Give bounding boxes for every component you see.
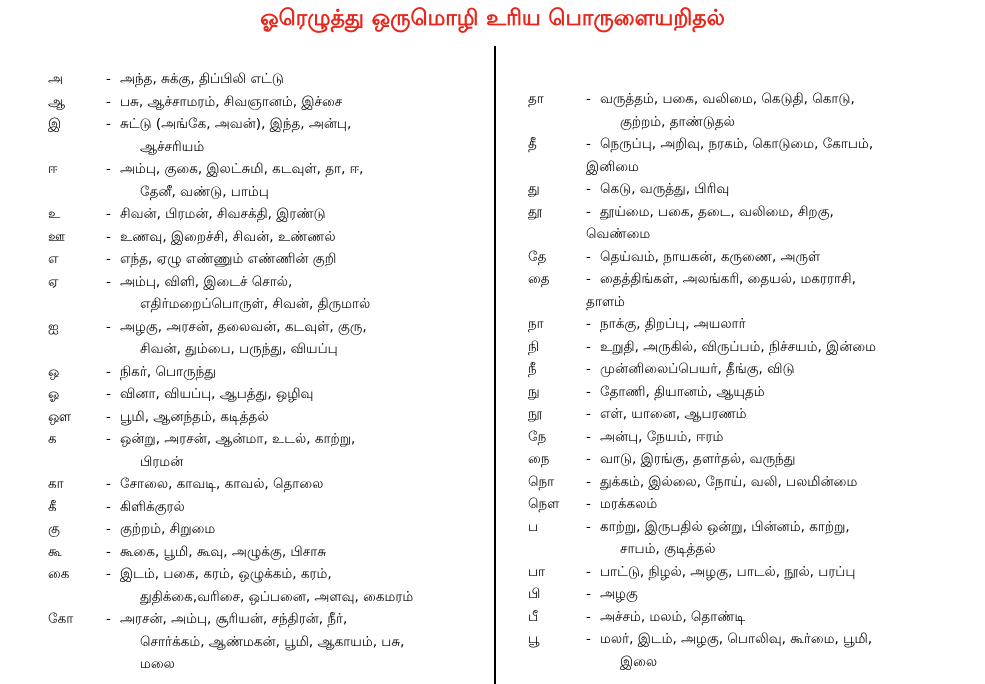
- meaning-line: தைத்திங்கள், அலங்கரி, தையல், மகரராசி,: [600, 271, 856, 287]
- entry-meaning: [120, 473, 478, 496]
- entry-meaning: [600, 381, 968, 404]
- right-entry: [528, 246, 968, 269]
- entry-term: இ: [48, 116, 62, 132]
- entry-dash: -: [106, 566, 111, 582]
- entry-meaning: [120, 541, 478, 564]
- right-entry: [528, 178, 968, 201]
- meaning-line: இலை: [620, 653, 658, 670]
- left-entry: [48, 68, 478, 91]
- entry-dash: -: [586, 496, 591, 512]
- right-entry: [528, 628, 968, 673]
- right-entry: [528, 493, 968, 516]
- left-entry: [48, 113, 478, 158]
- entry-meaning: [600, 336, 968, 359]
- entry-meaning: [586, 201, 968, 246]
- entry-term: க: [48, 431, 57, 447]
- meaning-line: தோணி, தியானம், ஆயுதம்: [600, 383, 765, 400]
- entry-meaning: [600, 583, 968, 606]
- right-entry: [528, 448, 968, 471]
- entry-dash: -: [586, 451, 591, 467]
- entry-term: ஆ: [48, 93, 66, 110]
- entry-term: தா: [528, 91, 544, 107]
- entry-dash: -: [106, 228, 111, 245]
- meaning-line: பசு, ஆச்சாமரம், சிவஞானம், இச்சை: [120, 93, 343, 110]
- entry-term: ஏ: [48, 273, 59, 290]
- meaning-line: கிளிக்குரல்: [120, 498, 185, 515]
- right-entry: [528, 471, 968, 494]
- entry-meaning: [120, 203, 478, 226]
- entry-term: நொ: [528, 473, 555, 490]
- entry-term: நௌ: [528, 496, 560, 512]
- entry-dash: -: [586, 271, 591, 287]
- entry-meaning: [120, 91, 478, 114]
- meaning-line: கெடு, வருத்து, பிரிவு: [600, 181, 730, 197]
- meaning-line: பிரமன்: [140, 453, 184, 470]
- entry-term: நூ: [528, 406, 543, 422]
- meaning-line: கூகை, பூமி, கூவு, அழுக்கு, பிசாசு: [120, 543, 327, 560]
- entry-term: நீ: [528, 361, 537, 377]
- right-entry: [528, 426, 968, 449]
- entry-dash: -: [586, 136, 591, 152]
- entry-meaning: [120, 271, 478, 316]
- entry-meaning: [600, 88, 968, 133]
- meaning-line: அரசன், அம்பு, சூரியன், சந்திரன், நீர்,: [120, 611, 348, 627]
- meaning-line: பூமி, ஆனந்தம், கடித்தல்: [120, 408, 269, 425]
- meaning-line: சுட்டு (அங்கே, அவன்), இந்த, அன்பு,: [120, 116, 352, 132]
- left-entry: [48, 518, 478, 541]
- entry-meaning: [120, 248, 478, 271]
- right-entry: [528, 201, 968, 246]
- entry-term: ஓ: [48, 386, 60, 402]
- meaning-line: எந்த, ஏழு எண்ணும் எண்ணின் குறி: [120, 251, 337, 267]
- entry-term: ஔ: [48, 408, 72, 425]
- entry-term: தீ: [528, 136, 537, 152]
- entry-meaning: [600, 246, 968, 269]
- entry-dash: -: [586, 518, 591, 535]
- entry-dash: -: [106, 521, 111, 537]
- entry-dash: -: [106, 251, 111, 267]
- meaning-line: துக்கம், இல்லை, நோய், வலி, பலமின்மை: [600, 473, 858, 490]
- left-entry: [48, 541, 478, 564]
- entry-term: தூ: [528, 203, 543, 220]
- meaning-line: உறுதி, அருகில், விருப்பம், நிச்சயம், இன்மை: [600, 338, 876, 355]
- entry-term: து: [528, 181, 540, 197]
- entry-meaning: [120, 68, 478, 91]
- entry-term: கீ: [48, 498, 57, 515]
- meaning-line: நாக்கு, திறப்பு, அயலார்: [600, 316, 746, 332]
- meaning-line: இடம், பகை, கரம், ஒழுக்கம், கரம்,: [120, 566, 332, 582]
- entry-dash: -: [106, 71, 111, 87]
- meaning-line: சாபம், குடித்தல்: [620, 541, 716, 557]
- entry-term: தை: [528, 271, 550, 287]
- right-entry: [528, 313, 968, 336]
- entry-meaning: [600, 493, 968, 516]
- meaning-line: அம்பு, விளி, இடைச் சொல்,: [120, 273, 293, 290]
- entry-dash: -: [106, 93, 111, 110]
- meaning-line: வருத்தம், பகை, வலிமை, கெடுதி, கொடு,: [600, 91, 855, 107]
- entry-dash: -: [586, 338, 591, 355]
- entry-meaning: [120, 383, 478, 406]
- entry-dash: -: [106, 611, 111, 627]
- entry-term: நு: [528, 383, 540, 400]
- entry-dash: -: [586, 586, 591, 602]
- left-entry: [48, 383, 478, 406]
- right-entry: [528, 583, 968, 606]
- left-entry: [48, 406, 478, 429]
- entry-meaning: [600, 403, 968, 426]
- entry-meaning: [600, 358, 968, 381]
- entry-term: கை: [48, 566, 70, 582]
- meaning-line: சொர்க்கம், ஆண்மகன், பூமி, ஆகாயம், பசு,: [140, 633, 405, 650]
- left-entry: [48, 226, 478, 249]
- entry-term: பூ: [528, 631, 540, 647]
- entry-dash: -: [106, 116, 111, 132]
- right-entry: [528, 561, 968, 584]
- entry-dash: -: [586, 91, 591, 107]
- entry-meaning: [120, 563, 478, 608]
- meaning-line: அன்பு, நேயம், ஈரம்: [600, 428, 724, 445]
- left-entry: [48, 203, 478, 226]
- left-entry: [48, 473, 478, 496]
- left-entry: [48, 91, 478, 114]
- entry-term: கு: [48, 521, 60, 537]
- meaning-line: குற்றம், தாண்டுதல்: [620, 113, 735, 130]
- left-entry: [48, 428, 478, 473]
- meaning-line: காற்று, இருபதில் ஒன்று, பின்னம், காற்று,: [600, 518, 850, 535]
- meaning-line: தெய்வம், நாயகன், கருணை, அருள்: [600, 248, 821, 265]
- left-entry: [48, 608, 478, 676]
- entry-meaning: [120, 226, 478, 249]
- meaning-line: வெண்மை: [586, 226, 651, 242]
- entry-dash: -: [586, 563, 591, 580]
- right-entry: [528, 336, 968, 359]
- entry-meaning: [120, 608, 478, 676]
- entry-meaning: [600, 561, 968, 584]
- left-entry: [48, 271, 478, 316]
- entry-meaning: [600, 471, 968, 494]
- entry-dash: -: [106, 161, 111, 177]
- entry-meaning: [600, 426, 968, 449]
- entry-term: ஈ: [48, 161, 58, 177]
- right-entry: [528, 268, 968, 313]
- meaning-line: தாளம்: [586, 293, 625, 310]
- meaning-line: எள், யானை, ஆபரணம்: [600, 406, 747, 422]
- right-entry: [528, 606, 968, 629]
- entry-dash: -: [106, 386, 111, 402]
- meaning-line: தேனீ, வண்டு, பாம்பு: [140, 183, 269, 200]
- entry-term: உ: [48, 206, 61, 222]
- page-title: ஓரெழுத்து ஒருமொழி உரிய பொருளையறிதல்: [260, 6, 725, 31]
- entry-term: நை: [528, 451, 550, 467]
- entry-term: பா: [528, 563, 546, 580]
- right-entry: [528, 358, 968, 381]
- right-entry: [528, 516, 968, 561]
- entry-dash: -: [586, 181, 591, 197]
- entry-meaning: [586, 133, 968, 178]
- meaning-line: அம்பு, குகை, இலட்சுமி, கடவுள், தா, ஈ,: [120, 161, 364, 177]
- meaning-line: வாடு, இரங்கு, தளர்தல், வருந்து: [600, 451, 796, 467]
- entry-term: ஒ: [48, 363, 60, 380]
- entry-meaning: [120, 406, 478, 429]
- entry-term: பி: [528, 586, 541, 602]
- entry-dash: -: [106, 363, 111, 380]
- meaning-line: குற்றம், சிறுமை: [120, 521, 216, 537]
- entry-meaning: [120, 158, 478, 203]
- entry-term: நே: [528, 428, 547, 445]
- entry-term: கோ: [48, 611, 74, 627]
- meaning-line: சிவன், பிரமன், சிவசக்தி, இரண்டு: [120, 206, 326, 222]
- entry-dash: -: [586, 203, 591, 220]
- entry-dash: -: [586, 631, 591, 647]
- entry-term: ப: [528, 518, 539, 535]
- right-entry: [528, 88, 968, 133]
- meaning-line: சோலை, காவடி, காவல், தொலை: [120, 476, 324, 492]
- entry-dash: -: [586, 608, 591, 625]
- meaning-line: உணவு, இறைச்சி, சிவன், உண்ணல்: [120, 228, 336, 245]
- entry-term: அ: [48, 71, 64, 87]
- entry-term: தே: [528, 248, 547, 265]
- entry-meaning: [600, 628, 968, 673]
- entry-dash: -: [586, 248, 591, 265]
- entry-meaning: [600, 178, 968, 201]
- right-entry: [528, 133, 968, 178]
- meaning-line: ஒன்று, அரசன், ஆன்மா, உடல், காற்று,: [120, 431, 356, 447]
- meaning-line: முன்னிலைப்பெயர், தீங்கு, விடு: [600, 361, 795, 377]
- left-entry: [48, 496, 478, 519]
- entry-term: ஊ: [48, 228, 65, 245]
- entry-dash: -: [586, 406, 591, 422]
- entry-dash: -: [586, 361, 591, 377]
- left-entry: [48, 248, 478, 271]
- right-entry: [528, 403, 968, 426]
- entry-meaning: [120, 361, 478, 384]
- left-entry: [48, 158, 478, 203]
- entry-dash: -: [106, 476, 111, 492]
- meaning-line: மலை: [140, 656, 175, 672]
- meaning-line: மலர், இடம், அழகு, பொலிவு, கூர்மை, பூமி,: [600, 631, 873, 647]
- left-entry: [48, 563, 478, 608]
- entry-term: நா: [528, 316, 544, 332]
- meaning-line: இனிமை: [586, 158, 639, 175]
- entry-meaning: [120, 428, 478, 473]
- meaning-line: மரக்கலம்: [600, 496, 658, 512]
- entry-dash: -: [106, 273, 111, 290]
- meaning-line: பாட்டு, நிழல், அழகு, பாடல், நூல், பரப்பு: [600, 563, 856, 580]
- meaning-line: ஆச்சரியம்: [140, 138, 205, 155]
- entry-dash: -: [586, 473, 591, 490]
- entry-meaning: [120, 316, 478, 361]
- meaning-line: அச்சம், மலம், தொண்டி: [600, 608, 746, 625]
- entry-meaning: [120, 496, 478, 519]
- entry-dash: -: [106, 318, 111, 335]
- meaning-line: அழகு, அரசன், தலைவன், கடவுள், குரு,: [120, 318, 367, 335]
- meaning-line: வினா, வியப்பு, ஆபத்து, ஒழிவு: [120, 386, 314, 402]
- entry-dash: -: [106, 206, 111, 222]
- entry-dash: -: [586, 383, 591, 400]
- left-entry: [48, 316, 478, 361]
- entry-term: கா: [48, 476, 64, 492]
- entry-term: கூ: [48, 543, 62, 560]
- entry-meaning: [120, 113, 478, 158]
- meaning-line: தூய்மை, பகை, தடை, வலிமை, சிறகு,: [600, 203, 834, 220]
- entry-meaning: [586, 268, 968, 313]
- meaning-line: அழகு: [600, 586, 638, 602]
- entry-dash: -: [586, 316, 591, 332]
- entry-term: ஐ: [48, 318, 59, 335]
- left-column: [48, 68, 478, 676]
- entry-dash: -: [106, 408, 111, 425]
- meaning-line: அந்த, சுக்கு, திப்பிலி எட்டு: [120, 71, 284, 87]
- entry-meaning: [600, 313, 968, 336]
- entry-meaning: [600, 606, 968, 629]
- entry-term: பீ: [528, 608, 539, 625]
- entry-meaning: [600, 516, 968, 561]
- left-entry: [48, 361, 478, 384]
- meaning-line: நிகர், பொருந்து: [120, 363, 216, 380]
- entry-meaning: [600, 448, 968, 471]
- entry-dash: -: [106, 543, 111, 560]
- entry-dash: -: [106, 498, 111, 515]
- column-divider: [494, 46, 496, 684]
- meaning-line: துதிக்கை,வரிசை, ஒப்பனை, அளவு, கைமரம்: [140, 588, 414, 605]
- right-entry: [528, 381, 968, 404]
- meaning-line: சிவன், தும்பை, பருந்து, வியப்பு: [140, 341, 338, 357]
- meaning-line: எதிர்மறைப்பொருள், சிவன், திருமால்: [140, 296, 371, 312]
- entry-dash: -: [106, 431, 111, 447]
- entry-term: நி: [528, 338, 540, 355]
- entry-dash: -: [586, 428, 591, 445]
- meaning-line: நெருப்பு, அறிவு, நரகம், கொடுமை, கோபம்,: [600, 136, 874, 152]
- right-column: [528, 88, 968, 673]
- entry-term: எ: [48, 251, 59, 267]
- entry-meaning: [120, 518, 478, 541]
